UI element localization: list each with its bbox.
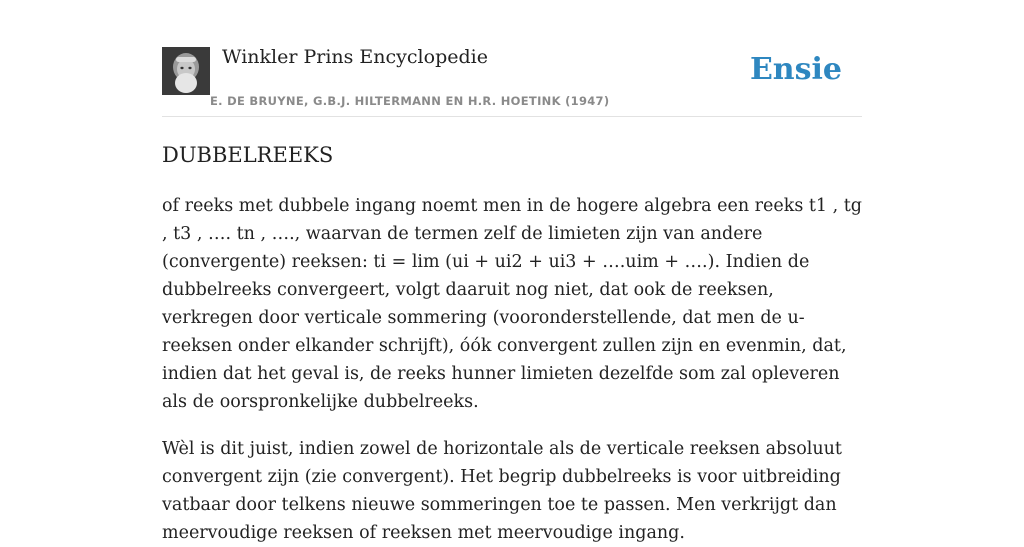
article-paragraph: of reeks met dubbele ingang noemt men in de hogere algebra een reeks t1 , tg , t3 , …. tn , …., waarvan de termen zelf de limieten zijn van andere (convergente) reeksen: ti = lim (ui + ui2 + ui3 + ….uim + ….). Indien de dubbelreeks convergeert, volgt daaruit nog niet, dat ook de reeksen, verkregen door verticale sommering (vooronderstellende, dat men de u-reeksen onder elkander schrijft), óók convergent zullen zijn en evenmin, dat, indien dat het geval is, de reeks hunner limieten dezelfde som zal opleveren als de oorspronkelijke dubbelreeks. (162, 196, 862, 412)
site-authors: E. DE BRUYNE, G.B.J. HILTERMANN EN H.R. HOETINK (1947) (210, 94, 610, 108)
article-title: DUBBELREEKS (162, 143, 334, 167)
article-paragraph: Wèl is dit juist, indien zowel de horizontale als de verticale reeksen absoluut convergent zijn (zie convergent). Het begrip dubbelreeks is voor uitbreiding vatbaar door telkens nieuwe sommeringen toe te passen. Men verkrijgt dan meervoudige reeksen of reeksen met meervoudige ingang. (162, 439, 842, 543)
article (162, 140, 862, 547)
site-header (162, 40, 862, 117)
brand-logo[interactable]: Ensie (749, 52, 842, 87)
author-avatar[interactable] (162, 47, 210, 95)
site-title[interactable]: Winkler Prins Encyclopedie (222, 46, 488, 68)
portrait-image (162, 47, 210, 95)
